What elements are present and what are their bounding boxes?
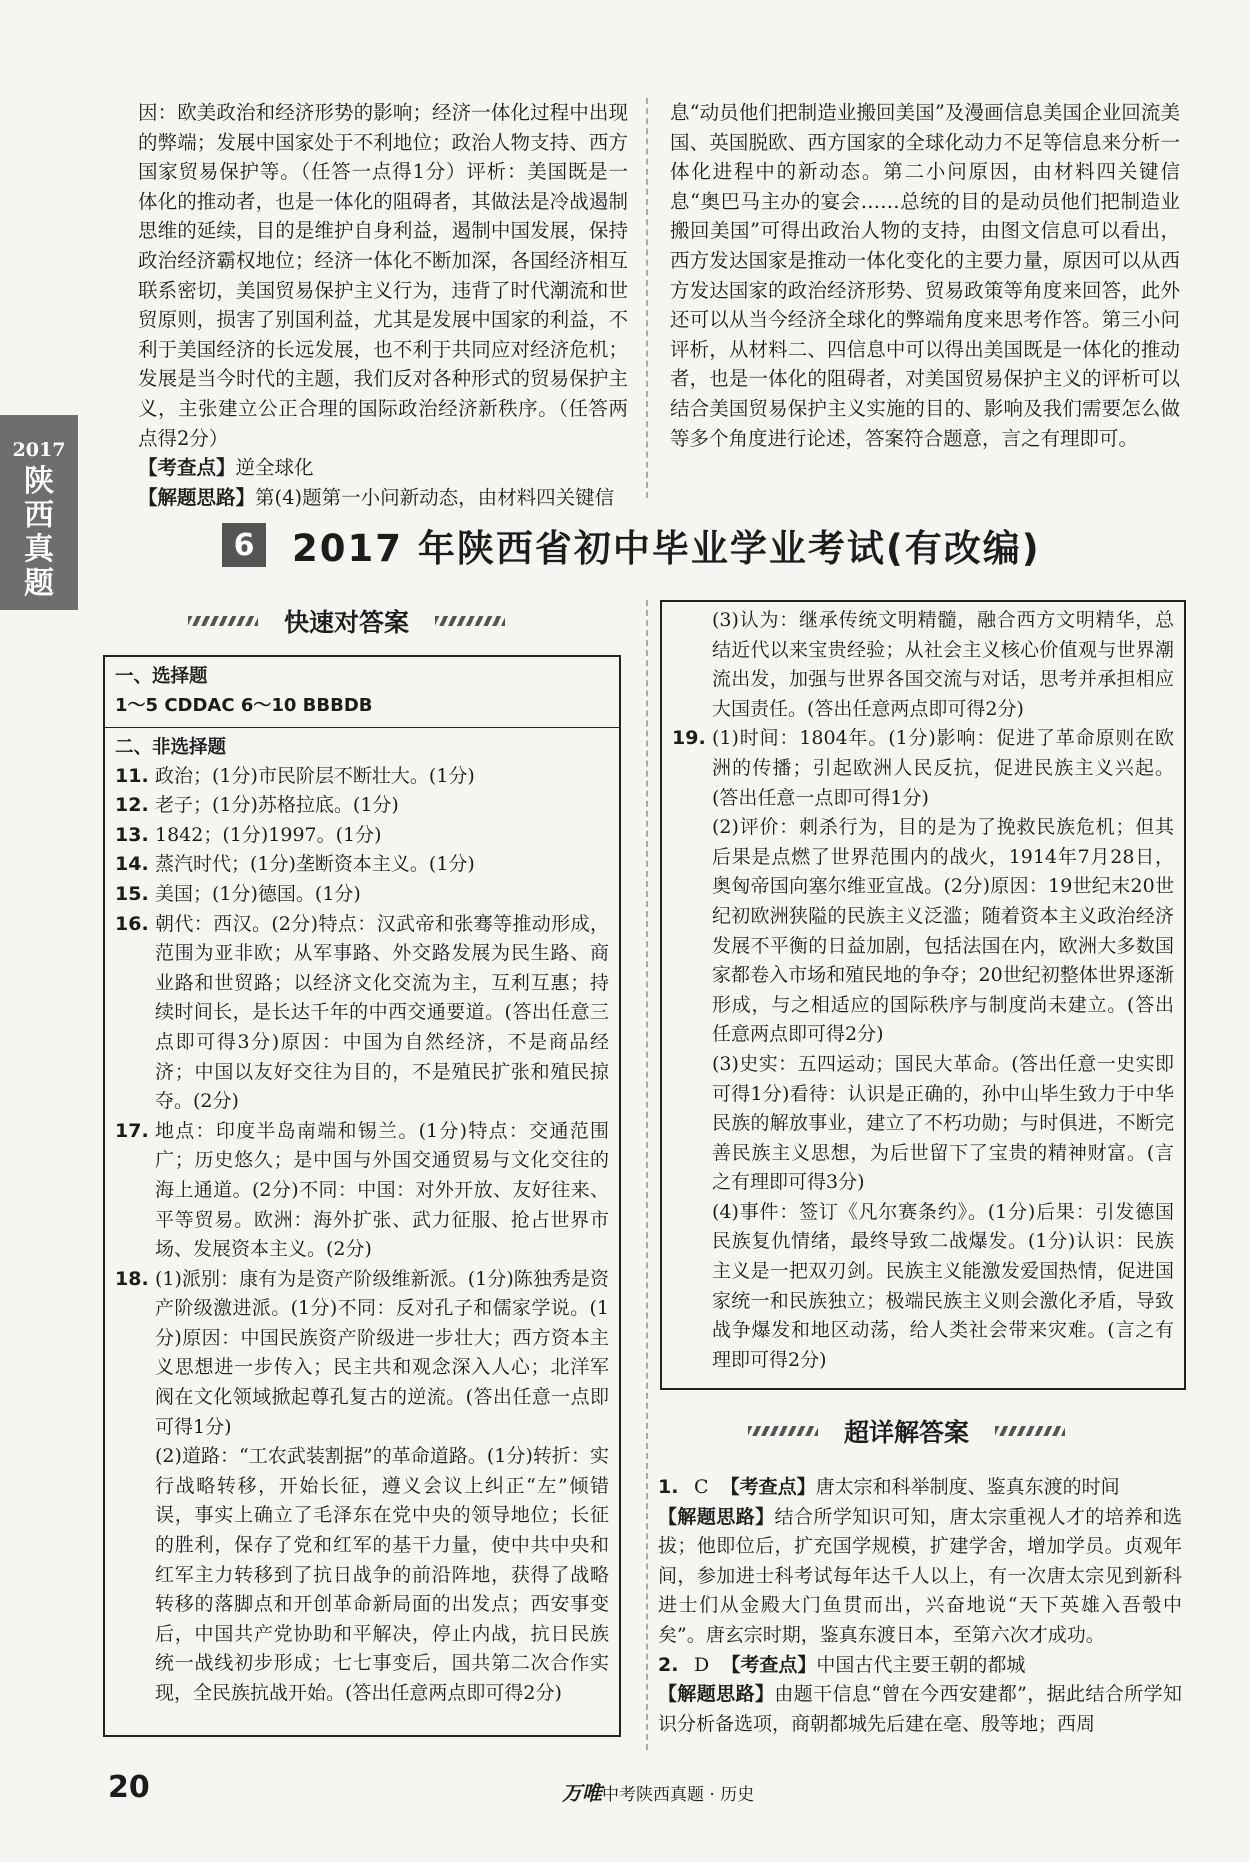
- item-number: 14.: [115, 853, 149, 876]
- jieti-label: 【解题思路】: [658, 1505, 775, 1528]
- item-number: 2.: [658, 1653, 679, 1676]
- answer-item: [115, 1117, 609, 1265]
- item-number: 16.: [115, 912, 149, 935]
- item-text: (4)事件：签订《凡尔赛条约》。(1分)后果：引发德国民族复仇情绪，最终导致二战爆发。(1分)认识：民族主义是一把双刃剑。民族主义能激发爱国热情，促进国家统一和民族独立；极端民族主义则会激化矛盾，导致战争爆发和地区动荡，给人类社会带来灾难。(言之有理即可得2分): [712, 1200, 1174, 1371]
- kaocha-text: 中国古代主要王朝的都城: [816, 1653, 1026, 1676]
- kaocha-text: 逆全球化: [235, 456, 314, 480]
- jieti-text: 由题干信息“曾在今西安建都”，据此结合所学知识分析备选项，商朝都城先后建在亳、殷等地；西周: [658, 1683, 1182, 1735]
- item-text: (2)评价：刺杀行为，目的是为了挽救民族危机；但其后果是点燃了世界范围内的战火，1914年7月28日，奥匈帝国向塞尔维亚宣战。(2分)原因：19世纪末20世纪初欧洲狭隘的民族主义泛滥；随着资本主义政治经济发展不平衡的日益加剧，包括法国在内，欧洲大多数国家都卷入市场和殖民地的争夺；20世纪初整体世界逐渐形成，与之相适应的国际秩序与制度尚未建立。(答出任意两点即可得2分): [712, 816, 1174, 1046]
- jieti-text: 第(4)题第一小问新动态，由材料四关键信: [255, 485, 615, 509]
- detail-heading-text: 超详解答案: [844, 1418, 970, 1447]
- item-text: 蒸汽时代；(1分)垄断资本主义。(1分): [155, 853, 475, 876]
- column-divider-top: [646, 98, 648, 498]
- detail-item: [658, 1473, 1182, 1651]
- quick-answers-box-continued: [660, 600, 1186, 1390]
- top-left-kaocha: [138, 453, 628, 483]
- item-number: 15.: [115, 882, 149, 905]
- jieti-text: 结合所学知识可知，唐太宗重视人才的培养和选拔；他即位后，扩充国学规模，扩建学舍，增加学员。贞观年间，参加进士科考试每年达千人以上，有一次唐太宗见到新科进士们从金殿大门鱼贯而出，兴奋地说“天下英雄入吾彀中矣”。唐玄宗时期，鉴真东渡日本，至第六次才成功。: [658, 1505, 1182, 1646]
- nonchoice-section-title: 二、非选择题: [115, 736, 227, 758]
- top-left-jieti: [138, 483, 628, 513]
- item-text: 1842；(1分)1997。(1分): [155, 823, 382, 846]
- answer-item: [115, 821, 609, 851]
- answer-item: [672, 1198, 1174, 1376]
- item-number: [672, 1050, 712, 1198]
- nonchoice-section: [105, 728, 619, 1715]
- answer-item: [672, 1050, 1174, 1198]
- item-number: 19.: [672, 727, 706, 750]
- item-text: (1)时间：1804年。(1分)影响：促进了革命原则在欧洲的传播；引起欧洲人民反抗，促进民族主义兴起。(答出任意一点即可得1分): [712, 727, 1174, 809]
- item-text: (1)派别：康有为是资产阶级维新派。(1分)陈独秀是资产阶级激进派。(1分)不同：反对孔子和儒家学说。(1分)原因：中国民族资产阶级进一步壮大；西方资本主义思想进一步传入；民主共和观念深入人心；北洋军阀在文化领域掀起尊孔复古的逆流。(答出任意一点即可得1分): [155, 1267, 609, 1438]
- quick-answers-box: [103, 655, 621, 1737]
- detailed-answers-heading: [748, 1413, 1065, 1449]
- continued-list: [662, 602, 1184, 1379]
- detail-item-header: [694, 1473, 1182, 1503]
- item-number: [672, 606, 712, 724]
- choice-section-title: 一、选择题: [115, 666, 208, 687]
- detail-jieti: [658, 1680, 1182, 1739]
- item-text: 朝代：西汉。(2分)特点：汉武帝和张骞等推动形成，范围为亚非欧；从军事路、外交路发展为民生路、商业路和世贸路；以经济文化交流为主，互利互惠；持续时间长，是长达千年的中西交通要道。(答出任意三点即可得3分)原因：中国为自然经济，不是商品经济；中国以友好交往为目的，不是殖民扩张和殖民掠夺。(2分): [155, 912, 609, 1113]
- item-number: 17.: [115, 1119, 149, 1142]
- side-year-tab: [0, 415, 78, 610]
- top-left-column: [138, 98, 628, 512]
- section-number: 6: [222, 523, 266, 567]
- page-number: 20: [108, 1770, 150, 1805]
- quick-heading-text: 快速对答案: [284, 608, 410, 637]
- footer-subtitle: 中考陕西真题 · 历史: [602, 1785, 755, 1805]
- item-number: [672, 813, 712, 1050]
- answer-letter: D: [694, 1653, 710, 1676]
- top-right-column: [670, 98, 1180, 453]
- top-right-paragraph: 息“动员他们把制造业搬回美国”及漫画信息美国企业回流美国、英国脱欧、西方国家的全球化动力不足等信息来分析一体化进程中的新动态。第二小问原因，由材料四关键信息“奥巴马主办的宴会……总统的目的是动员他们把制造业搬回美国”可得出政治人物的支持，由图文信息可以看出，西方发达国家是推动一体化变化的主要力量，原因可以从西方发达国家的政治经济形势、贸易政策等角度来回答，此外还可以从当今经济全球化的弊端角度来思考作答。第三小问评析，从材料二、四信息中可以得出美国既是一体化的推动者，也是一体化的阻碍者，对美国贸易保护主义的评析可以结合美国贸易保护主义实施的目的、影响及我们需要怎么做等多个角度进行论述，答案符合题意，言之有理即可。: [670, 101, 1180, 450]
- jieti-label: 【解题思路】: [658, 1683, 775, 1706]
- side-label: 陕西真题: [24, 464, 54, 601]
- item-number: [672, 1198, 712, 1376]
- item-text: (2)道路：“工农武装割据”的革命道路。(1分)转折：实行战略转移，开始长征，遵义会议上纠正“左”倾错误，事实上确立了毛泽东在党中央的领导地位；长征的胜利，保存了党和红军的基干力量，使中共中央和红军主力转移到了抗日战争的前沿阵地，获得了战略转移的落脚点和开创革命新局面的出发点；西安事变后，中国共产党协助和平解决，停止内战，抗日民族统一战线初步形成；七七事变后，国共第二次合作实现，全民族抗战开始。(答出任意两点即可得2分): [155, 1445, 609, 1704]
- item-number: 13.: [115, 823, 149, 846]
- kaocha-label: 【考查点】: [138, 456, 236, 480]
- item-text: (3)认为：继承传统文明精髓，融合西方文明精华，总结近代以来宝贵经验；从社会主义核心价值观与世界潮流出发，加强与世界各国交流与对话，思考并承担相应大国责任。(答出任意两点即可得2分): [712, 609, 1174, 720]
- detailed-answers: [658, 1473, 1182, 1739]
- detail-item: [658, 1651, 1182, 1740]
- section-title: 2017 年陕西省初中毕业学业考试(有改编): [292, 527, 1041, 570]
- kaocha-label: 【考查点】: [720, 1476, 816, 1498]
- item-text: 地点：印度半岛南端和锡兰。(1分)特点：交通范围广；历史悠久；是中国与外国交通贸易与文化交往的海上通道。(2分)不同：中国：对外开放、友好往来、平等贸易。欧洲：海外扩张、武力征服、抢占世界市场、发展资本主义。(2分): [155, 1119, 609, 1261]
- heading-decoration-left: [188, 616, 258, 626]
- item-number: 11.: [115, 764, 149, 787]
- detail-item-header: [694, 1651, 1182, 1681]
- item-text: 老子；(1分)苏格拉底。(1分): [155, 794, 399, 817]
- answer-item: [672, 606, 1174, 724]
- answer-letter: C: [694, 1476, 709, 1498]
- answer-item: [672, 813, 1174, 1050]
- answer-item: [115, 910, 609, 1117]
- answer-item: [115, 1442, 609, 1708]
- nonchoice-list: [115, 762, 609, 1709]
- section-banner: [222, 515, 1082, 575]
- jieti-label: 【解题思路】: [138, 485, 256, 509]
- item-number: 18.: [115, 1267, 149, 1290]
- brand-logo: 万唯: [562, 1781, 602, 1805]
- answer-item: [115, 791, 609, 821]
- column-divider-bottom: [646, 600, 648, 1750]
- kaocha-text: 唐太宗和科举制度、鉴真东渡的时间: [815, 1476, 1120, 1498]
- quick-answers-heading: [188, 603, 505, 639]
- answer-item: [115, 850, 609, 880]
- item-number: 1.: [658, 1476, 679, 1498]
- answer-item: [115, 762, 609, 792]
- heading-decoration-right: [995, 1426, 1065, 1436]
- item-text: (3)史实：五四运动；国民大革命。(答出任意一史实即可得1分)看待：认识是正确的，孙中山毕生致力于中华民族的解放事业，建立了不朽功勋；与时俱进，不断完善民族主义思想，为后世留下了宝贵的精神财富。(言之有理即可得3分): [712, 1052, 1174, 1194]
- detail-jieti: [658, 1503, 1182, 1651]
- side-year: 2017: [12, 439, 66, 461]
- heading-decoration-left: [748, 1426, 818, 1436]
- kaocha-label: 【考查点】: [721, 1653, 817, 1676]
- item-text: 美国；(1分)德国。(1分): [155, 882, 361, 905]
- item-text: 政治；(1分)市民阶层不断壮大。(1分): [155, 764, 475, 787]
- choice-answers: 1～5 CDDAC 6～10 BBBDB: [115, 695, 373, 716]
- choice-section: [105, 657, 619, 728]
- answer-item: [115, 880, 609, 910]
- top-left-paragraph: 因：欧美政治和经济形势的影响；经济一体化过程中出现的弊端；发展中国家处于不利地位；政治人物支持、西方国家贸易保护等。（任答一点得1分）评析：美国既是一体化的推动者，也是一体化的阻碍者，其做法是冷战遏制思维的延续，目的是维护自身利益，遏制中国发展，保持政治经济霸权地位；经济一体化不断加深，各国经济相互联系密切，美国贸易保护主义行为，违背了时代潮流和世贸原则，损害了别国利益，尤其是发展中国家的利益，不利于美国经济的长远发展，也不利于共同应对经济危机；发展是当今时代的主题，我们反对各种形式的贸易保护主义，主张建立公正合理的国际政治经济新秩序。（任答两点得2分）: [138, 101, 628, 450]
- item-number: 12.: [115, 794, 149, 817]
- heading-decoration-right: [435, 616, 505, 626]
- answer-item: [672, 724, 1174, 813]
- item-number: [115, 1442, 155, 1708]
- footer-brand: [562, 1777, 754, 1806]
- answer-item: [115, 1265, 609, 1443]
